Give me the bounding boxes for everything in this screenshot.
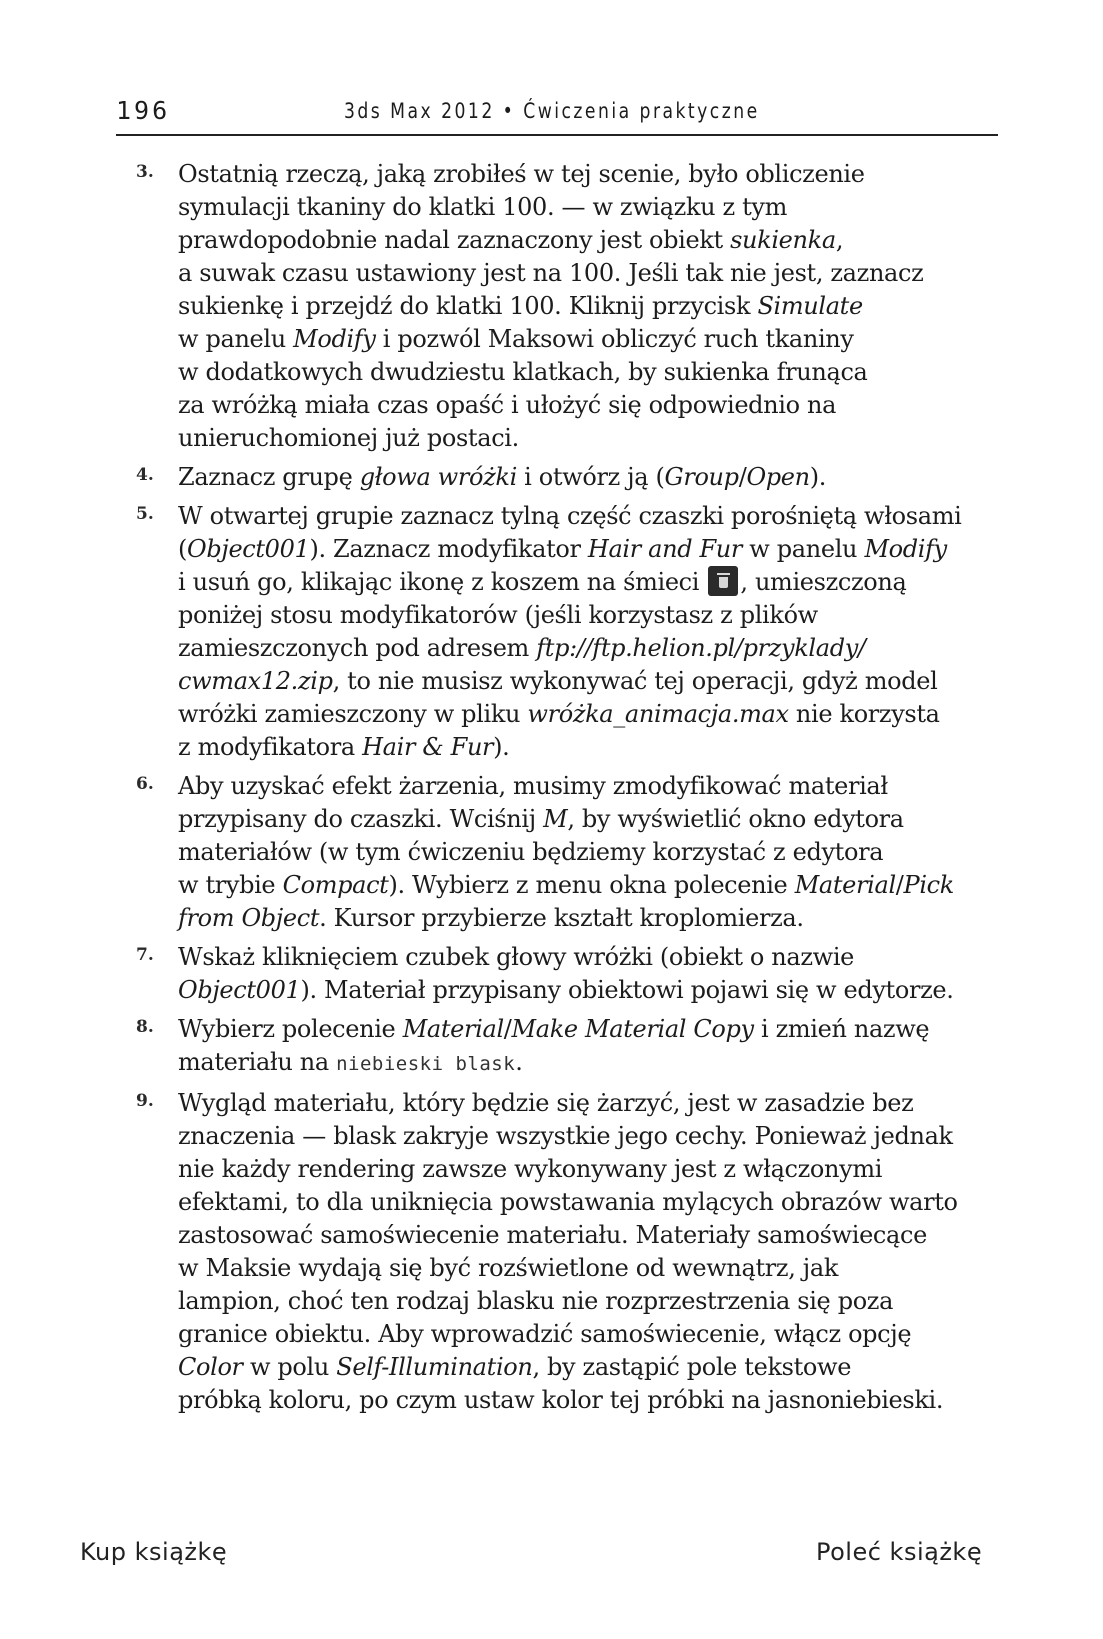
step-3 <box>136 158 1006 455</box>
trash-icon <box>708 566 738 596</box>
step-number: 5. <box>136 504 154 524</box>
step-text: Aby uzyskać efekt żarzenia, musimy zmodyfikować materiał przypisany do czaszki. Wciśnij M, by wyświetlić okno edytora materiałów (w tym ćwiczeniu będziemy korzystać z edytora w trybie Compact). Wybierz z menu okna polecenie Material/Pick from Object. Kursor przybierze kształt kroplomierza. <box>178 772 954 932</box>
step-number: 3. <box>136 162 154 182</box>
button-name: Simulate <box>757 292 863 320</box>
steps-list <box>136 158 1006 1423</box>
recommend-book-link[interactable]: Poleć książkę <box>816 1538 983 1566</box>
buy-book-link[interactable]: Kup książkę <box>80 1538 228 1566</box>
step-6 <box>136 770 1006 935</box>
ftp-path: ftp://ftp.helion.pl/przyklady/ <box>536 634 866 662</box>
header-rule <box>116 134 998 136</box>
step-text: Wybierz polecenie Material/Make Material Copy i zmień nazwę materiału na niebieski blask. <box>178 1015 930 1076</box>
step-text: Ostatnią rzeczą, jaką zrobiłeś w tej scenie, było obliczenie symulacji tkaniny do klatki 100. — w związku z tym prawdopodobnie nadal zaznaczony jest obiekt sukienka, a suwak czasu ustawiony jest na 100. Jeśli tak nie jest, zaznacz sukienkę i przejdź do klatki 100. Kliknij przycisk Simulate w panelu Modify i pozwól Maksowi obliczyć ruch tkaniny w dodatkowych dwudziestu klatkach, by sukienka frunąca za wróżką miała czas opaść i ułożyć się odpowiednio na unieruchomionej już postaci. <box>178 160 924 452</box>
page-header <box>116 96 998 130</box>
zip-filename: cwmax12.zip <box>178 667 333 695</box>
step-number: 9. <box>136 1091 154 1111</box>
step-9 <box>136 1087 1006 1417</box>
step-number: 7. <box>136 945 154 965</box>
step-number: 6. <box>136 774 154 794</box>
step-4 <box>136 461 1006 494</box>
object-name: sukienka <box>730 226 836 254</box>
material-name-code: niebieski blask <box>336 1053 516 1075</box>
step-number: 4. <box>136 465 154 485</box>
step-text: Zaznacz grupę głowa wróżki i otwórz ją (Group/Open). <box>178 463 827 491</box>
step-text: Wygląd materiału, który będzie się żarzyć, jest w zasadzie bez znaczenia — blask zakryje wszystkie jego cechy. Ponieważ jednak nie każdy rendering zawsze wykonywany jest z włączonymi efektami, to dla uniknięcia powstawania mylących obrazów warto zastosować samoświecenie materiału. Materiały samoświecące w Maksie wydają się być rozświetlone od wewnątrz, jak lampion, choć ten rodzaj blasku nie rozprzestrzenia się poza granice obiektu. Aby wprowadzić samoświecenie, włącz opcję Color w polu Self-Illumination, by zastąpić pole tekstowe próbką koloru, po czym ustaw kolor tej próbki na jasnoniebieski. <box>178 1089 958 1414</box>
step-8 <box>136 1013 1006 1081</box>
max-filename: wróżka_animacja.max <box>527 700 789 728</box>
page-number: 196 <box>116 96 171 125</box>
running-title: 3ds Max 2012 • Ćwiczenia praktyczne <box>344 99 760 123</box>
step-5 <box>136 500 1006 764</box>
step-7 <box>136 941 1006 1007</box>
step-number: 8. <box>136 1017 154 1037</box>
step-text: Wskaż kliknięciem czubek głowy wróżki (obiekt o nazwie Object001). Materiał przypisany obiektowi pojawi się w edytorze. <box>178 943 954 1004</box>
step-text: W otwartej grupie zaznacz tylną część czaszki porośniętą włosami (Object001). Zaznacz modyfikator Hair and Fur w panelu Modify i usuń go, klikając ikonę z koszem na śmieci , umieszczoną poniżej stosu modyfikatorów (jeśli korzystasz z plików zamieszczonych pod adresem ftp://ftp.helion.pl/przyklady/ cwmax12.zip, to nie musisz wykonywać tej operacji, gdyż model wróżki zamieszczony w pliku wróżka_animacja.max nie korzysta z modyfikatora Hair & Fur). <box>178 502 962 761</box>
panel-name: Modify <box>293 325 376 353</box>
